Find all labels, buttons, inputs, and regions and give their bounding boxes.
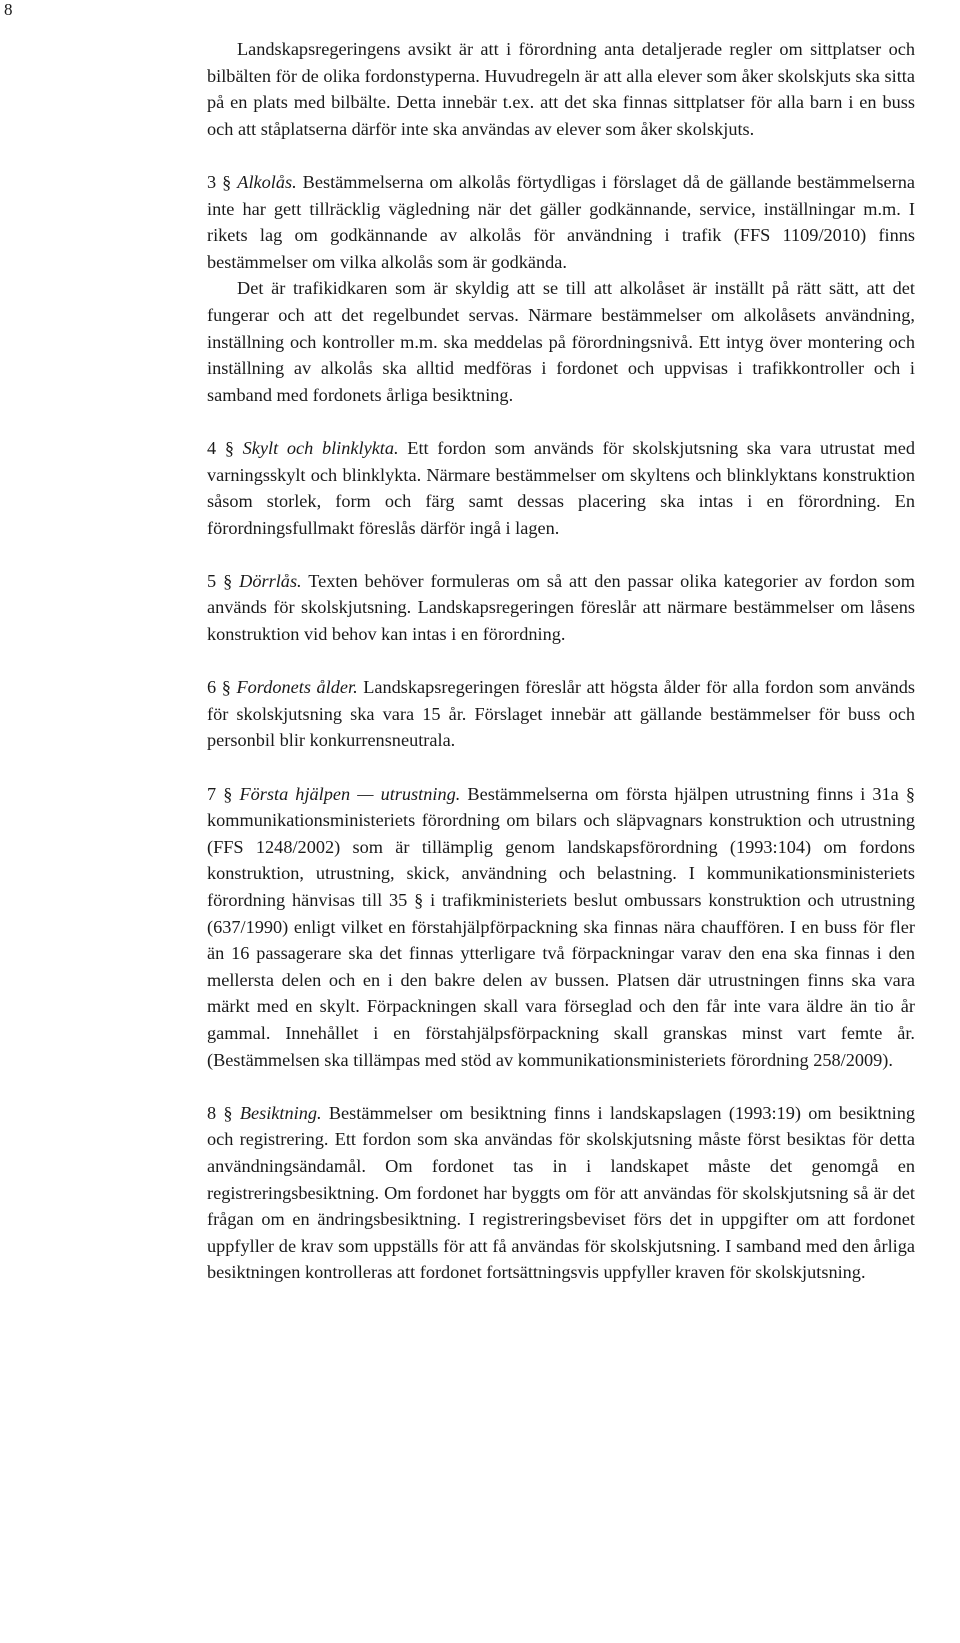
section-text: Bestämmelser om besiktning finns i landskapslagen (1993:19) om besiktning och registrering. Ett fordon som ska användas för skolskjutsning måste först besiktas för detta användningsändamål. Om fordonet tas in i landskapet måste det genomgå en registreringsbesiktning. Om fordonet har byggts om för att användas för skolskjutsning så är det frågan om en ändringsbesiktning. I registreringsbeviset förs det in uppgifter om att fordonet uppfyller de krav som uppställs för att få användas för skolskjutsning. I samband med den årliga besiktningen kontrolleras att fordonet fortsättningsvis uppfyller kraven för skolskjutsning. [207,1102,915,1283]
section-title: Besiktning. [239,1102,322,1123]
paragraph-intro: Landskapsregeringens avsikt är att i förordning anta detaljerade regler om sittplatser och bilbälten för de olika fordonstyperna. Huvudregeln är att alla elever som åker skolskjuts ska sitta på en plats med bilbälte. Detta innebär t.ex. att det ska finnas sittplatser för alla barn i en buss och att ståplatserna därför inte ska användas av elever som åker skolskjuts. [207,39,915,139]
document-body [207,36,915,1286]
section-3-paragraph [207,169,915,275]
section-sign: § [222,171,232,192]
page-number: 8 [4,0,13,19]
section-number: 3 [207,171,217,192]
section-title: Fordonets ålder. [236,677,358,698]
section-sign: § [223,783,233,804]
section-sign: § [223,1102,233,1123]
section-5-paragraph [207,568,915,648]
section-title: Alkolås. [237,171,297,192]
section-number: 7 [207,783,217,804]
section-sign: § [221,677,231,698]
paragraph-gap [207,142,915,169]
paragraph-gap [207,408,915,435]
section-6-paragraph [207,674,915,754]
section-text: Landskapsregeringen föreslår att högsta ålder för alla fordon som används för skolskjutsning ska vara 15 år. Förslaget innebär att gällande bestämmelser för buss och personbil blir konkurrensneutrala. [207,677,915,751]
section-text: Ett fordon som används för skolskjutsning ska vara utrustat med varningsskylt och blinklykta. Närmare bestämmelser om skyltens och blinklyktans konstruktion såsom storlek, form och färg samt dessas placering ska intas i en förordning. En förordningsfullmakt föreslås därför ingå i lagen. [207,437,915,538]
section-title: Dörrlås. [239,570,302,591]
section-number: 4 [207,437,217,458]
section-sign: § [224,437,234,458]
section-text: Bestämmelserna om alkolås förtydligas i förslaget då de gällande bestämmelserna inte har gett tillräcklig vägledning när det gäller godkännande, service, inställningar m.m. I rikets lag om godkännande av alkolås för användning i trafik (FFS 1109/2010) finns bestämmelser om vilka alkolås som är godkända. [207,171,915,272]
section-text: Texten behöver formuleras om så att den passar olika kategorier av fordon som används för skolskjutsning. Landskapsregeringen föreslår att närmare bestämmelser om låsens konstruktion vid behov kan intas i en förordning. [207,570,915,645]
section-sign: § [223,570,233,591]
paragraph-gap [207,754,915,781]
section-number: 5 [207,570,217,591]
section-number: 6 [207,677,217,698]
paragraph-gap [207,541,915,568]
section-8-paragraph [207,1100,915,1286]
section-text: Bestämmelserna om första hjälpen utrustning finns i 31a § kommunikationsministeriets förordning om bilars och släpvagnars konstruktion och utrustning (FFS 1248/2002) som är tillämplig genom landskapsförordning (1993:104) om fordons konstruktion, utrustning, skick, användning och belastning. I kommunikationsministeriets förordning hänvisas till 35 § i trafikministeriets beslut ombussars konstruktion och utrustning (637/1990) enligt vilket en förstahjälpförpackning ska finnas nära chauffören. I en buss för fler än 16 passagerare ska det finnas ytterligare två förpackningar varav den ena ska finnas i den mellersta delen och en i den bakre delen av bussen. Platsen där utrustningen finns ska vara märkt med en skylt. Förpackningen skall vara förseglad och den får inte vara äldre än tio år gammal. Innehållet i en förstahjälpsförpackning skall granskas minst vart femte år. (Bestämmelsen ska tillämpas med stöd av kommunikationsministeriets förordning 258/2009). [207,783,915,1070]
section-title: Skylt och blinklykta. [242,437,399,458]
section-title: Första hjälpen — utrustning. [239,783,461,804]
section-4-paragraph [207,435,915,541]
paragraph-gap [207,648,915,675]
paragraph-gap [207,1073,915,1100]
section-number: 8 [207,1102,217,1123]
section-7-paragraph [207,781,915,1074]
section-3-paragraph-2: Det är trafikidkaren som är skyldig att se till att alkolåset är inställt på rätt sätt, att det fungerar och att det regelbundet servas. Närmare bestämmelser om alkolåsets användning, inställning och kontroller m.m. ska meddelas på förordningsnivå. Ett intyg över montering och inställning av alkolås ska alltid medföras i fordonet och uppvisas i trafikkontroller och i samband med fordonets årliga besiktning. [207,278,915,405]
